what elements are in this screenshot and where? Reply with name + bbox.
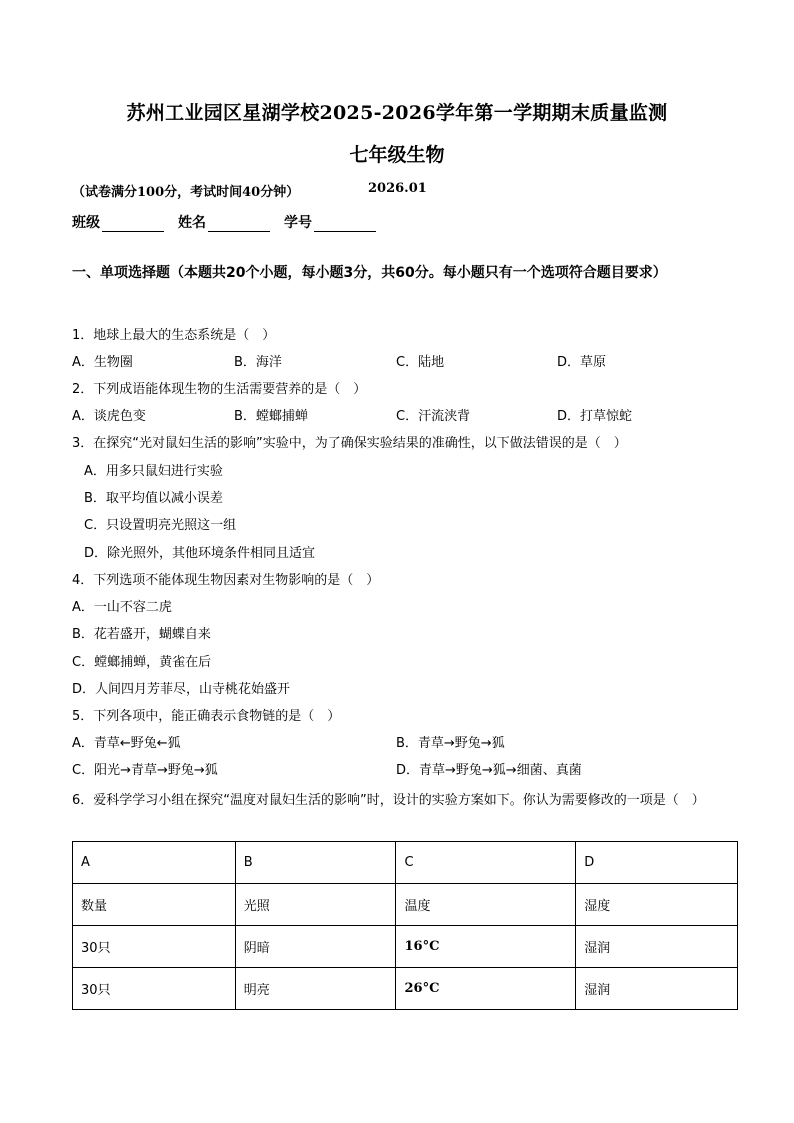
name-label: 姓名 [178, 215, 206, 231]
q2-option-a: A．谈虎色变 [72, 409, 146, 424]
student-info-row [72, 212, 376, 232]
table-cell: 湿润 [576, 968, 738, 1010]
q2-option-c: C．汗流浃背 [396, 409, 471, 424]
table-cell: 26°C [396, 968, 576, 1010]
table-cell: 30只 [73, 926, 236, 968]
exam-subject: 七年级生物 [349, 144, 445, 166]
exam-title: 苏州工业园区星湖学校2025-2026学年第一学期期末质量监测 [126, 102, 668, 124]
q1-option-b: B．海洋 [234, 355, 282, 370]
q1-option-d: D．草原 [557, 355, 607, 370]
q4-option-c: C．螳螂捕蝉，黄雀在后 [72, 655, 212, 670]
exam-info: （试卷满分100分，考试时间40分钟） [72, 185, 300, 200]
name-field [178, 212, 270, 232]
q2-option-b: B．螳螂捕蝉 [234, 409, 308, 424]
table-cell: 数量 [73, 884, 236, 926]
table-cell: 湿度 [576, 884, 738, 926]
q4-option-d: D．人间四月芳菲尽，山寺桃花始盛开 [72, 682, 291, 697]
table-cell: 30只 [73, 968, 236, 1010]
student-id-field [284, 212, 376, 232]
q4-option-b: B．花若盛开，蝴蝶自来 [72, 627, 211, 642]
table-cell: 温度 [396, 884, 576, 926]
table-row [73, 968, 738, 1010]
table-cell: 阴暗 [235, 926, 396, 968]
table-cell: 湿润 [576, 926, 738, 968]
table-cell: 16°C [396, 926, 576, 968]
class-blank [102, 217, 164, 232]
q5-option-a: A．青草←野兔←狐 [72, 736, 181, 751]
class-label: 班级 [72, 215, 100, 231]
question-4: 4．下列选项不能体现生物因素对生物影响的是（ ） [72, 573, 380, 588]
q3-option-c: C．只设置明亮光照这一组 [84, 518, 237, 533]
question-2: 2．下列成语能体现生物的生活需要营养的是（ ） [72, 382, 367, 397]
table-row [73, 884, 738, 926]
question-3: 3．在探究“光对鼠妇生活的影响”实验中，为了确保实验结果的准确性，以下做法错误的是（ ） [72, 436, 627, 451]
q3-option-a: A．用多只鼠妇进行实验 [84, 464, 223, 479]
table-row [73, 842, 738, 884]
student-id-label: 学号 [284, 215, 312, 231]
question-6: 6．爱科学学习小组在探究“温度对鼠妇生活的影响”时，设计的实验方案如下。你认为需要修改的一项是（ ） [72, 793, 705, 808]
q5-option-d: D．青草→野兔→狐→细菌、真菌 [396, 763, 582, 778]
q3-option-d: D．除光照外，其他环境条件相同且适宜 [84, 546, 316, 561]
q4-option-a: A．一山不容二虎 [72, 600, 172, 615]
table-row [73, 926, 738, 968]
table-cell: A [73, 842, 236, 884]
name-blank [208, 217, 270, 232]
exam-date: 2026.01 [368, 181, 427, 196]
q5-option-b: B．青草→野兔→狐 [396, 736, 505, 751]
class-field [72, 212, 164, 232]
question-5: 5．下列各项中，能正确表示食物链的是（ ） [72, 709, 341, 724]
table-cell: 光照 [235, 884, 396, 926]
table-cell: B [235, 842, 396, 884]
question-1: 1．地球上最大的生态系统是（ ） [72, 328, 276, 343]
q5-option-c: C．阳光→青草→野兔→狐 [72, 763, 218, 778]
q3-option-b: B．取平均值以减小误差 [84, 491, 223, 506]
table-cell: C [396, 842, 576, 884]
table-cell: D [576, 842, 738, 884]
experiment-table [72, 841, 738, 1010]
q1-option-a: A．生物圈 [72, 355, 133, 370]
q2-option-d: D．打草惊蛇 [557, 409, 633, 424]
table-cell: 明亮 [235, 968, 396, 1010]
q1-option-c: C．陆地 [396, 355, 445, 370]
student-id-blank [314, 217, 376, 232]
section-heading: 一、单项选择题（本题共20个小题，每小题3分，共60分。每小题只有一个选项符合题目要求） [72, 265, 667, 281]
